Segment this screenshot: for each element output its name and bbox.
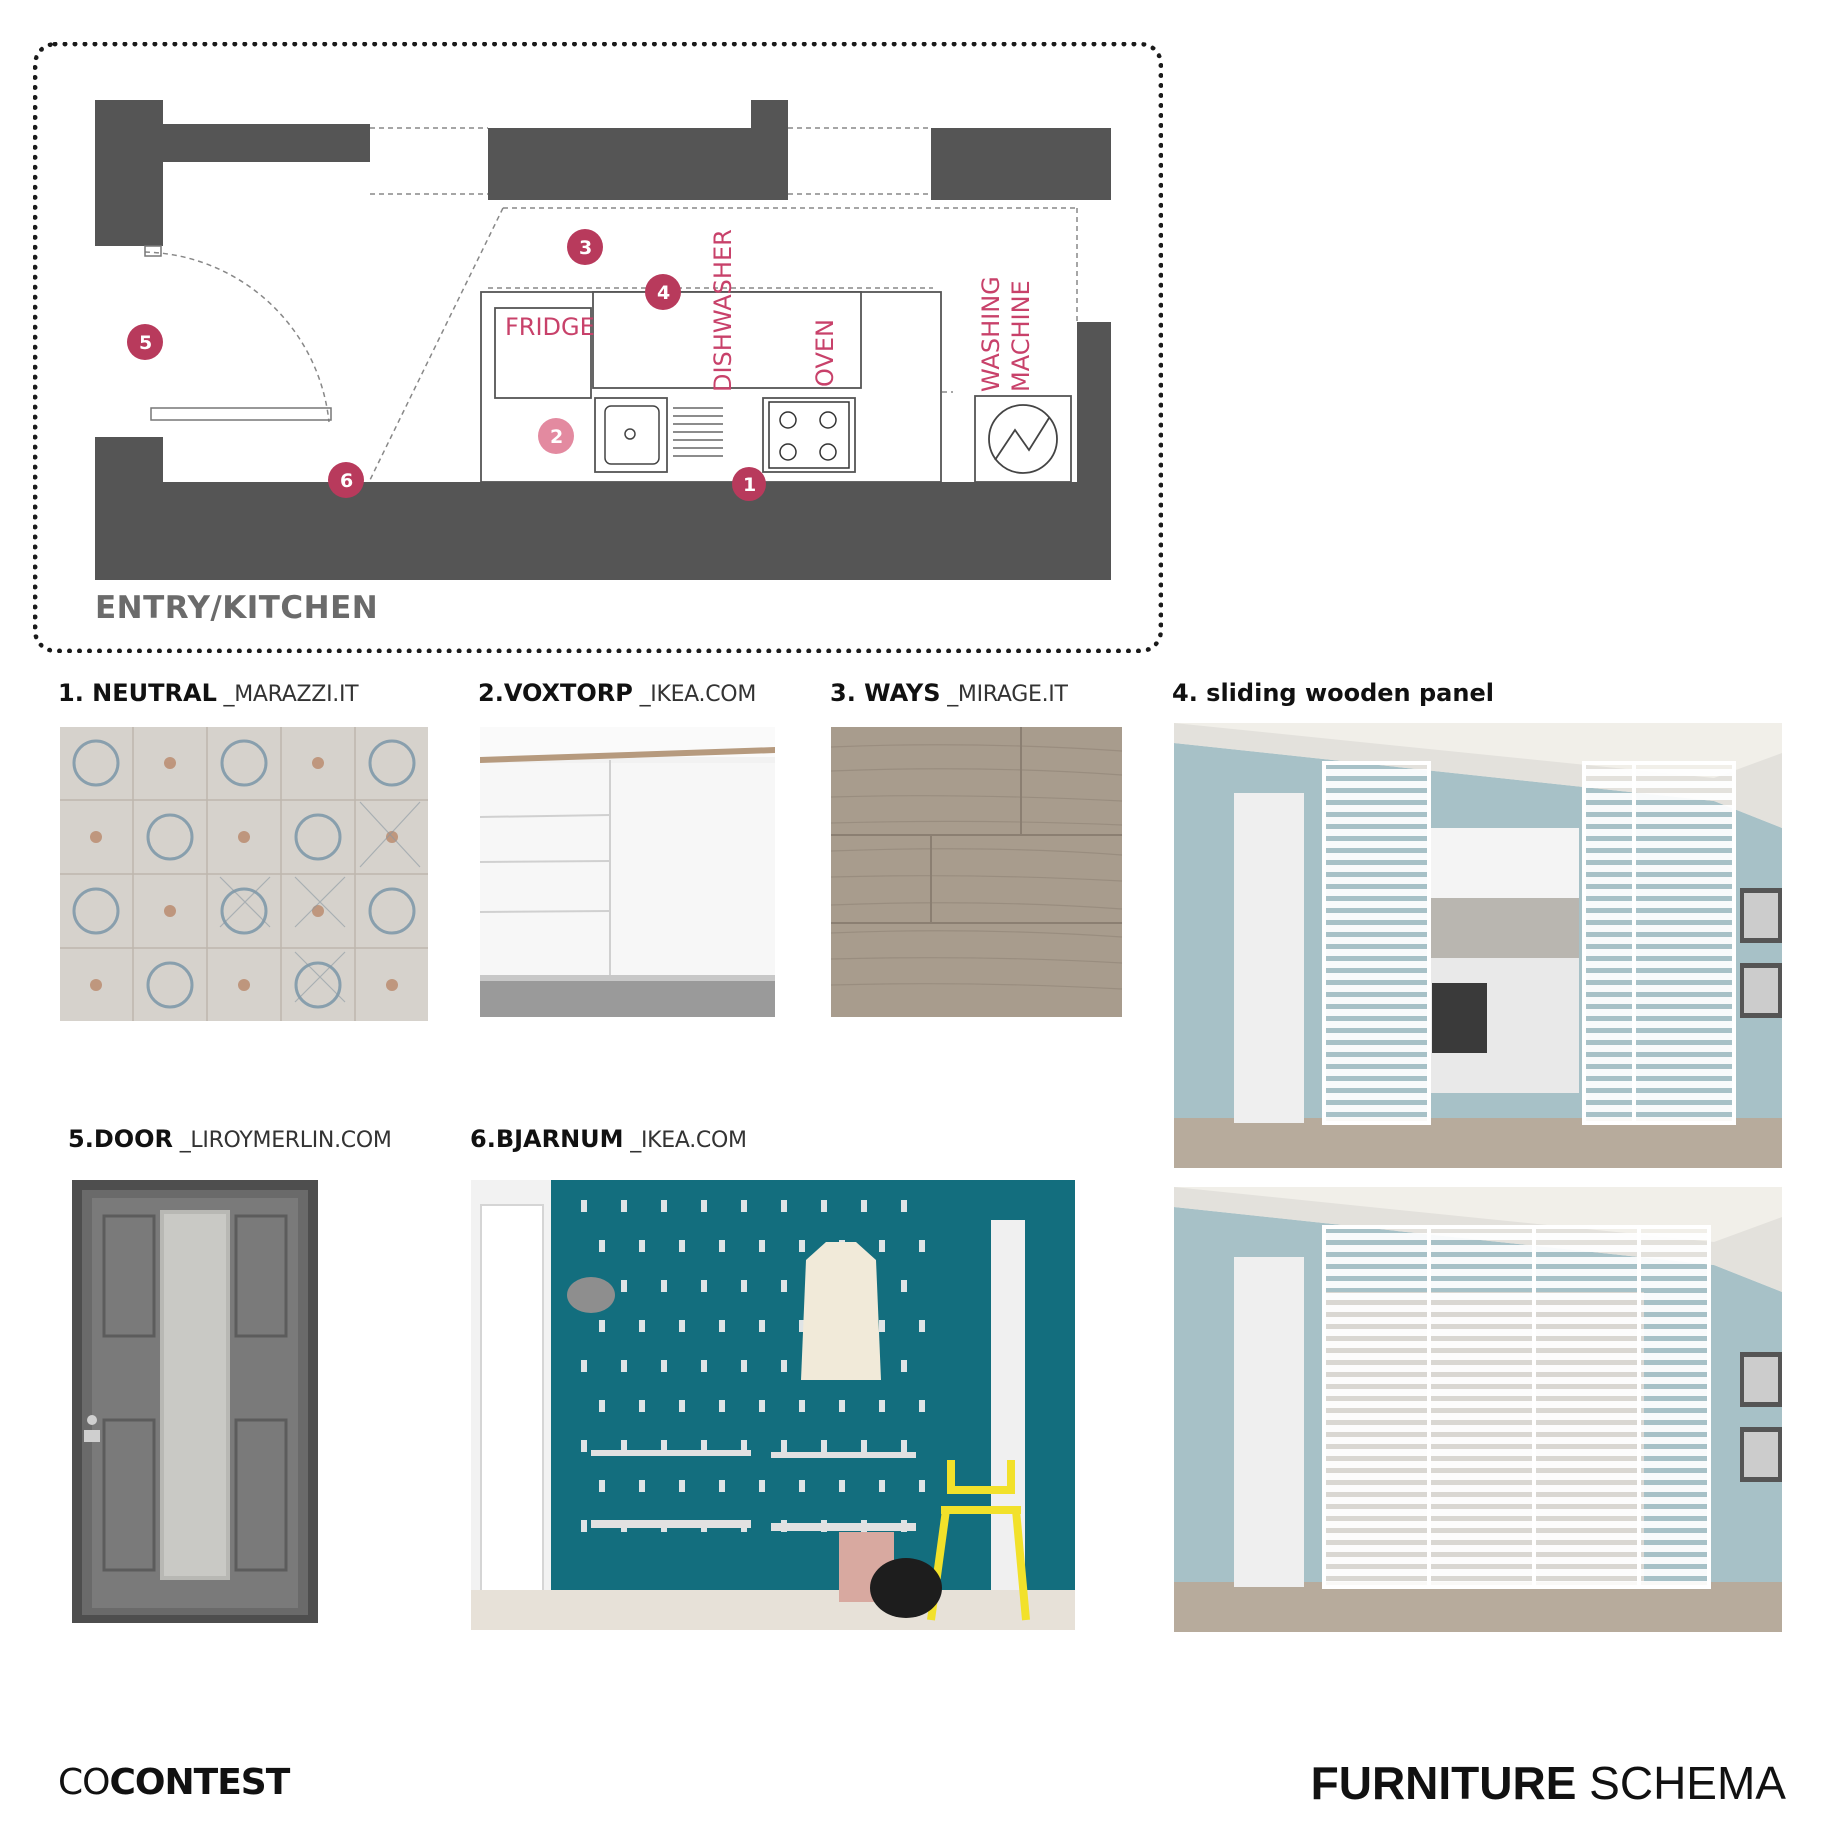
tile-image bbox=[60, 727, 428, 1021]
caption-6: 6.BJARNUM _IKEA.COM bbox=[470, 1125, 747, 1153]
machine-label: MACHINE bbox=[1007, 280, 1035, 392]
svg-text:1: 1 bbox=[743, 474, 757, 496]
bjarnum-image bbox=[471, 1180, 1075, 1630]
fridge-label: FRIDGE bbox=[505, 313, 595, 341]
page-title: FURNITURE SCHEMA bbox=[1310, 1757, 1786, 1809]
brand-logo: COCONTEST bbox=[58, 1762, 290, 1803]
marker-2 bbox=[538, 418, 574, 454]
svg-text:5: 5 bbox=[139, 332, 153, 354]
caption-3: 3. WAYS _MIRAGE.IT bbox=[830, 679, 1068, 707]
marker-3 bbox=[567, 229, 603, 265]
marker-4 bbox=[645, 274, 681, 310]
door-image bbox=[70, 1180, 320, 1623]
marker-5 bbox=[127, 324, 163, 360]
caption-1: 1. NEUTRAL _MARAZZI.IT bbox=[58, 679, 359, 707]
svg-text:4: 4 bbox=[657, 282, 671, 304]
plan-title: ENTRY/KITCHEN bbox=[95, 590, 379, 626]
oven-label: OVEN bbox=[811, 318, 839, 387]
marker-1 bbox=[732, 467, 766, 501]
sliding-panel-open-image bbox=[1174, 723, 1782, 1168]
floor-plan bbox=[33, 42, 1163, 653]
marker-6 bbox=[328, 462, 364, 498]
caption-5: 5.DOOR _LIROYMERLIN.COM bbox=[68, 1125, 392, 1153]
cabinet-image bbox=[480, 727, 775, 1017]
sliding-panel-closed-image bbox=[1174, 1187, 1782, 1632]
wood-image bbox=[831, 727, 1122, 1017]
svg-text:2: 2 bbox=[550, 426, 564, 448]
svg-text:3: 3 bbox=[579, 237, 593, 259]
washing-label: WASHING bbox=[977, 276, 1005, 392]
caption-4: 4. sliding wooden panel bbox=[1172, 679, 1494, 707]
caption-2: 2.VOXTORP _IKEA.COM bbox=[478, 679, 756, 707]
dishwasher-label: DISHWASHER bbox=[709, 229, 737, 392]
svg-text:6: 6 bbox=[340, 470, 354, 492]
